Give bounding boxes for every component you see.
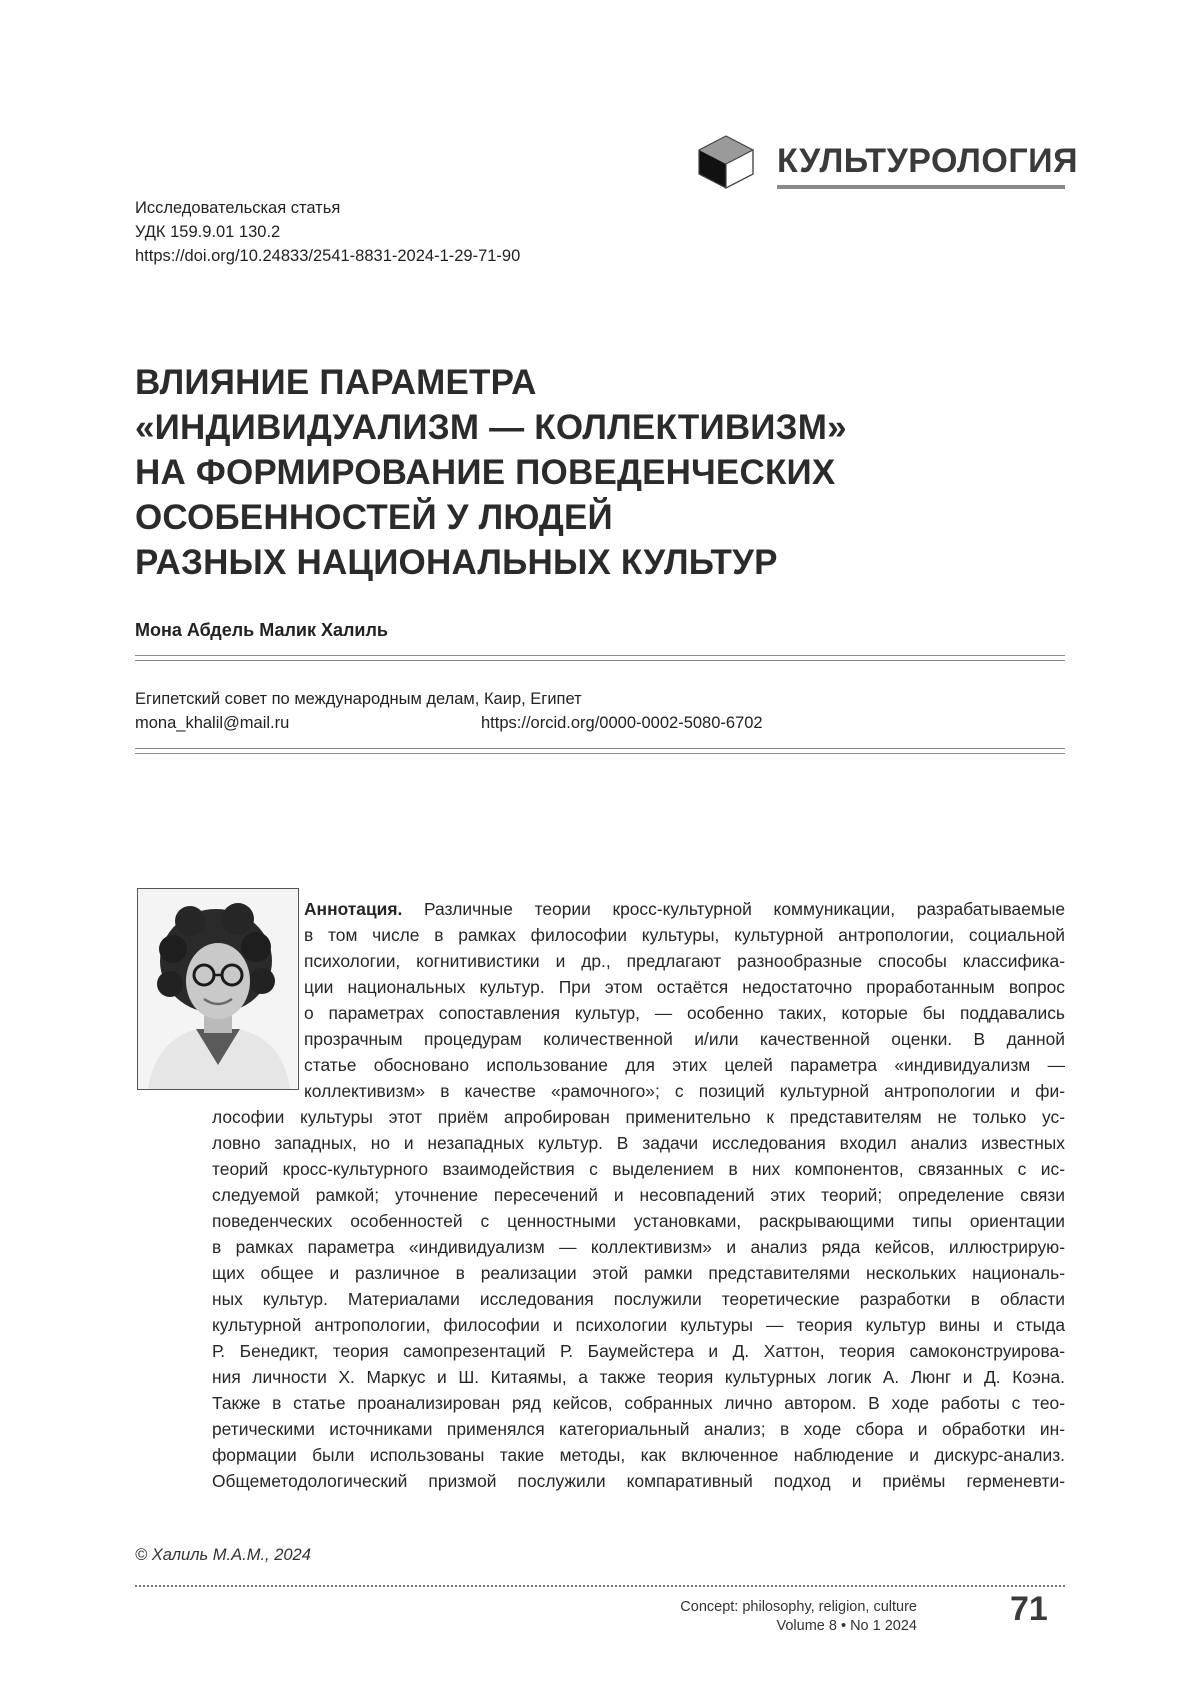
title-line: НА ФОРМИРОВАНИЕ ПОВЕДЕНЧЕСКИХ: [135, 453, 836, 492]
abstract-line: ретическими источниками применялся категориальный анализ; в ходе сбора и обработки ин-: [212, 1419, 1065, 1439]
abstract-line: ции национальных культур. При этом остаётся недостаточно проработанным вопрос: [304, 977, 1065, 997]
abstract-line: ловно западных, но и незападных культур. В задачи исследования входил анализ известных: [212, 1133, 1065, 1153]
abstract-line: культурной антропологии, философии и психологии культуры — теория культур вины и стыда: [212, 1315, 1065, 1335]
title-line: ОСОБЕННОСТЕЙ У ЛЮДЕЙ: [135, 498, 613, 537]
abstract-line: щих общее и различное в реализации этой рамки представителями нескольких националь-: [212, 1263, 1065, 1283]
portrait-image: [138, 889, 298, 1089]
author-name: Мона Абдель Малик Халиль: [135, 620, 388, 640]
title-line: ВЛИЯНИЕ ПАРАМЕТРА: [135, 363, 537, 402]
abstract-line: Р. Бенедикт, теория самопрезентаций Р. Баумейстера и Д. Хаттон, теория самоконструирова-: [212, 1341, 1065, 1361]
title-line: «ИНДИВИДУАЛИЗМ — КОЛЛЕКТИВИЗМ»: [135, 408, 847, 447]
cube-icon: [697, 134, 755, 190]
divider: [135, 655, 1065, 661]
copyright: © Халиль М.А.М., 2024: [135, 1546, 311, 1564]
abstract-line: теорий кросс-культурного взаимодействия с выделением в них компонентов, связанных с ис-: [212, 1159, 1065, 1179]
abstract-line: прозрачным процедурам количественной и/или качественной оценки. В данной: [304, 1029, 1065, 1049]
abstract-line: лософии культуры этот приём апробирован применительно к представителям не только ус-: [212, 1107, 1065, 1127]
abstract-line: в том числе в рамках философии культуры, культурной антропологии, социальной: [304, 925, 1065, 945]
abstract-line: психологии, когнитивистики и др., предлагают разнообразные способы классифика-: [304, 951, 1065, 971]
article-meta: [135, 196, 835, 268]
udk-code: УДК 159.9.01 130.2: [135, 223, 281, 241]
abstract-label: Аннотация.: [304, 899, 403, 919]
author-orcid[interactable]: https://orcid.org/0000-0002-5080-6702: [481, 714, 763, 732]
article-title: [135, 360, 1095, 585]
abstract-line: Аннотация. Различные теории кросс-культурной коммуникации, разрабатываемые: [304, 899, 1065, 919]
footer-divider: [135, 1585, 1065, 1587]
title-line: РАЗНЫХ НАЦИОНАЛЬНЫХ КУЛЬТУР: [135, 543, 778, 582]
abstract-line: в рамках параметра «индивидуализм — коллективизм» и анализ ряда кейсов, иллюстрирую-: [212, 1237, 1065, 1257]
article-type: Исследовательская статья: [135, 199, 341, 217]
author-email[interactable]: mona_khalil@mail.ru: [135, 714, 290, 732]
author-photo: [137, 888, 299, 1090]
author-affiliation: Египетский совет по международным делам, Каир, Египет: [135, 690, 582, 708]
abstract-line: следуемой рамкой; уточнение пересечений и несовпадений этих теорий; определение связи: [212, 1185, 1065, 1205]
abstract-line: Также в статье проанализирован ряд кейсов, собранных лично автором. В ходе работы с тео-: [212, 1393, 1065, 1413]
section-header: [697, 134, 1079, 190]
abstract-line: ных культур. Материалами исследования послужили теоретические разработки в области: [212, 1289, 1065, 1309]
abstract-line: формации были использованы такие методы, как включенное наблюдение и дискурс-анализ.: [212, 1445, 1065, 1465]
abstract-line: поведенческих особенностей с ценностными установками, раскрывающими типы ориентации: [212, 1211, 1065, 1231]
abstract-line: ния личности Х. Маркус и Ш. Китаямы, а также теория культурных логик А. Люнг и Д. Коэна.: [212, 1367, 1065, 1387]
abstract-line: коллективизм» в качестве «рамочного»; с позиций культурной антропологии и фи-: [304, 1081, 1065, 1101]
doi-link[interactable]: https://doi.org/10.24833/2541-8831-2024-1-29-71-90: [135, 247, 521, 265]
divider: [135, 748, 1065, 754]
abstract-line: о параметрах сопоставления культур, — особенно таких, которые бы поддавались: [304, 1003, 1065, 1023]
page-number: 71: [1010, 1590, 1048, 1628]
abstract-line: статье обосновано использование для этих целей параметра «индивидуализм —: [304, 1055, 1065, 1075]
journal-name: Concept: philosophy, religion, culture: [680, 1599, 917, 1615]
journal-issue: Volume 8 • No 1 2024: [776, 1618, 917, 1634]
section-title: КУЛЬТУРОЛОГИЯ: [777, 142, 1079, 180]
section-underline: [777, 185, 1065, 189]
abstract-line: Общеметодологический призмой послужили компаративный подход и приёмы герменевти-: [212, 1471, 1065, 1491]
